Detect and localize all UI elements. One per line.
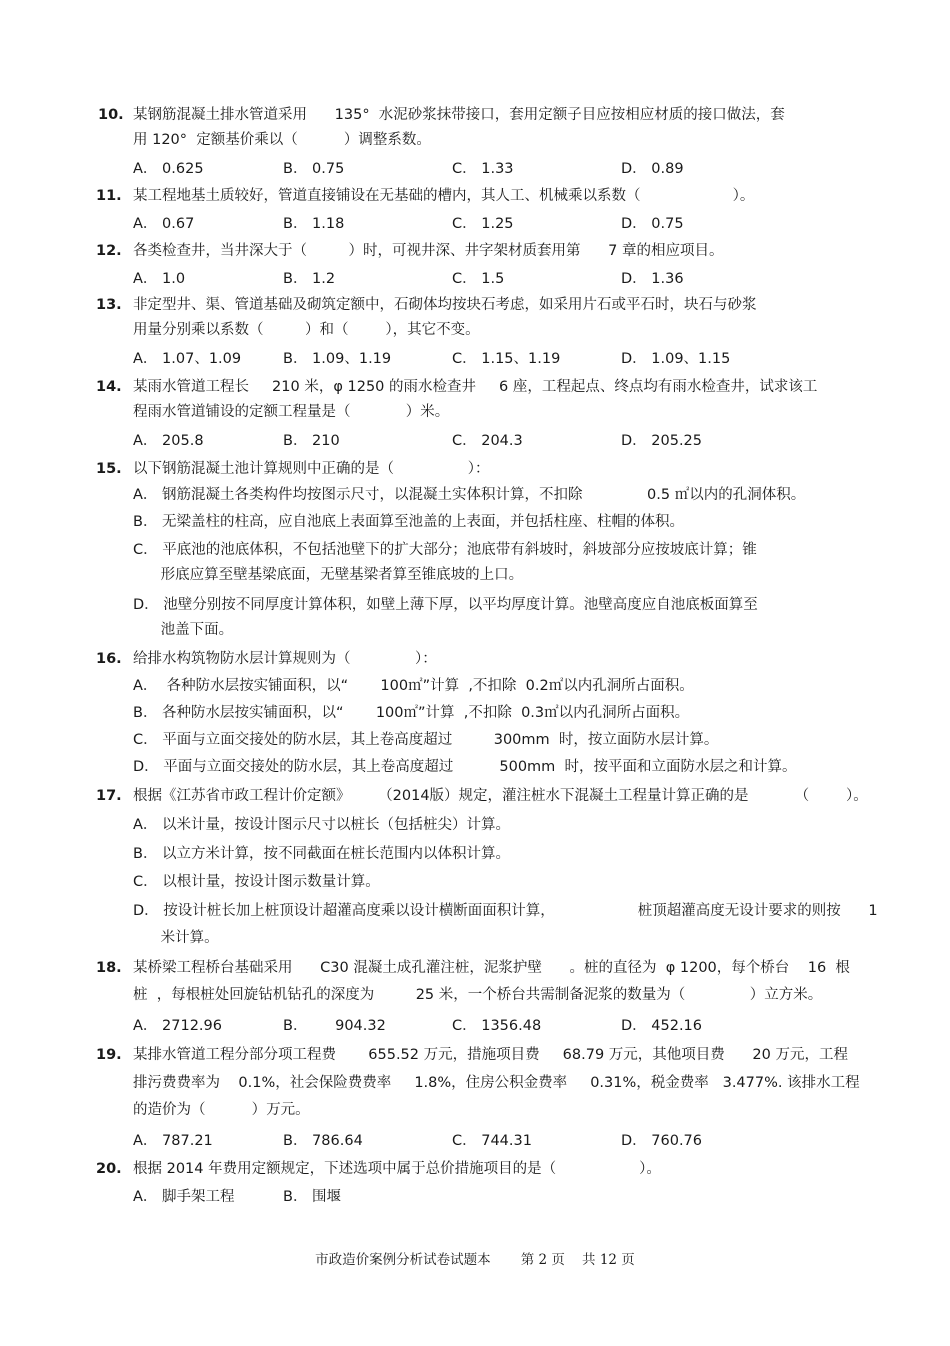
question-text: 某雨水管道工程长 210 米，φ 1250 的雨水检查井 6 座，工程起点、终点均有雨水检查井，试求该工 <box>133 379 818 395</box>
question-number: 14. <box>96 379 122 395</box>
answer-option: C． 1.15、1.19 <box>452 351 561 367</box>
question-text: 排污费费率为 0.1%，社会保险费费率 1.8%，住房公积金费率 0.31%，税金费率 3.477%. 该排水工程 <box>133 1075 860 1091</box>
answer-option: C． 1.33 <box>452 161 514 177</box>
question-number: 19. <box>96 1047 122 1063</box>
answer-option: C． 平面与立面交接处的防水层，其上卷高度超过 300mm 时，按立面防水层计算。 <box>133 732 719 748</box>
question-number: 13. <box>96 297 122 313</box>
question-text: 非定型井、渠、管道基础及砌筑定额中，石砌体均按块石考虑，如采用片石或平石时，块石与砂浆 <box>133 297 757 313</box>
question-text: 某钢筋混凝土排水管道采用 135° 水泥砂浆抹带接口，套用定额子目应按相应材质的接口做法，套 <box>133 107 785 123</box>
answer-option: B． 各种防水层按实铺面积，以“ 100㎡”计算 ,不扣除 0.3㎡以内孔洞所占面积。 <box>133 705 690 721</box>
question-text: 桩 ，每根桩处回旋钻机钻孔的深度为 25 米，一个桥台共需制备泥浆的数量为（ ）立方米。 <box>133 987 823 1003</box>
answer-option: B． 0.75 <box>283 161 345 177</box>
answer-option: A． 各种防水层按实铺面积，以“ 100㎡”计算 ,不扣除 0.2㎡以内孔洞所占面积。 <box>133 678 694 694</box>
question-text: 用量分别乘以系数（ ）和（ ），其它不变。 <box>133 322 480 338</box>
answer-option: A． 787.21 <box>133 1133 213 1149</box>
answer-option: B． 1.09、1.19 <box>283 351 392 367</box>
question-number: 15. <box>96 461 122 477</box>
question-text: 给排水构筑物防水层计算规则为（ ）： <box>133 651 437 667</box>
answer-option: C． 以根计量，按设计图示数量计算。 <box>133 874 380 890</box>
answer-option: A． 钢筋混凝土各类构件均按图示尺寸，以混凝土实体积计算，不扣除 0.5 ㎡以内的孔洞体积。 <box>133 487 806 503</box>
answer-option: D． 1.36 <box>621 271 684 287</box>
answer-option: B． 904.32 <box>283 1018 386 1034</box>
question-number: 17. <box>96 788 122 804</box>
answer-option: A． 1.0 <box>133 271 186 287</box>
answer-option: A． 0.67 <box>133 216 195 232</box>
answer-option: B． 786.64 <box>283 1133 363 1149</box>
question-number: 18. <box>96 960 122 976</box>
question-number: 10. <box>98 107 124 123</box>
answer-option: C． 1356.48 <box>452 1018 542 1034</box>
answer-option: B． 围堰 <box>283 1189 342 1205</box>
answer-option: D． 452.16 <box>621 1018 703 1034</box>
question-text: 以下钢筋混凝土池计算规则中正确的是（ ）： <box>133 461 490 477</box>
answer-option: C． 平底池的池底体积，不包括池壁下的扩大部分；池底带有斜坡时，斜坡部分应按坡底计算；锥 <box>133 542 757 558</box>
answer-option: A． 205.8 <box>133 433 204 449</box>
question-number: 16. <box>96 651 122 667</box>
question-text: 各类检查井，当井深大于（ ）时，可视井深、井字架材质套用第 7 章的相应项目。 <box>133 243 724 259</box>
answer-option: 池盖下面。 <box>133 622 234 638</box>
answer-option: 米计算。 <box>133 930 219 946</box>
question-text: 某工程地基土质较好，管道直接铺设在无基础的槽内，其人工、机械乘以系数（ ）。 <box>133 188 755 204</box>
question-text: 用 120° 定额基价乘以（ ）调整系数。 <box>133 132 431 148</box>
question-text: 根据 2014 年费用定额规定，下述选项中属于总价措施项目的是（ ）。 <box>133 1161 661 1177</box>
answer-option: A． 2712.96 <box>133 1018 222 1034</box>
answer-option: A． 1.07、1.09 <box>133 351 242 367</box>
page-footer: 市政造价案例分析试卷试题本 第 2 页 共 12 页 <box>315 1252 635 1268</box>
question-text: 某排水管道工程分部分项工程费 655.52 万元，措施项目费 68.79 万元，其他项目费 20 万元，工程 <box>133 1047 848 1063</box>
answer-option: D． 1.09、1.15 <box>621 351 731 367</box>
answer-option: 形底应算至壁基梁底面，无壁基梁者算至锥底坡的上口。 <box>133 567 524 583</box>
answer-option: A． 脚手架工程 <box>133 1189 235 1205</box>
answer-option: C． 204.3 <box>452 433 523 449</box>
answer-option: A． 以米计量，按设计图示尺寸以桩长（包括桩尖）计算。 <box>133 817 511 833</box>
answer-option: C． 1.25 <box>452 216 514 232</box>
answer-option: D． 按设计桩长加上桩顶设计超灌高度乘以设计横断面面积计算， 桩顶超灌高度无设计要求的则按 1 <box>133 903 878 919</box>
answer-option: D． 205.25 <box>621 433 703 449</box>
answer-option: B． 210 <box>283 433 340 449</box>
answer-option: B． 1.2 <box>283 271 336 287</box>
question-number: 20. <box>96 1161 122 1177</box>
answer-option: C． 1.5 <box>452 271 505 287</box>
answer-option: D． 760.76 <box>621 1133 703 1149</box>
answer-option: B． 1.18 <box>283 216 345 232</box>
answer-option: D． 0.75 <box>621 216 684 232</box>
answer-option: C． 744.31 <box>452 1133 532 1149</box>
question-text: 程雨水管道铺设的定额工程量是（ ）米。 <box>133 404 450 420</box>
answer-option: D． 平面与立面交接处的防水层，其上卷高度超过 500mm 时，按平面和立面防水层之和计算。 <box>133 759 797 775</box>
question-text: 某桥梁工程桥台基础采用 C30 混凝土成孔灌注桩，泥浆护壁 。桩的直径为 φ 1200，每个桥台 16 根 <box>133 960 850 976</box>
question-text: 根据《江苏省市政工程计价定额》 （2014版）规定，灌注桩水下混凝土工程量计算正确的是 （ ）。 <box>133 788 868 804</box>
answer-option: B． 无梁盖柱的柱高，应自池底上表面算至池盖的上表面，并包括柱座、柱帽的体积。 <box>133 514 685 530</box>
answer-option: A． 0.625 <box>133 161 204 177</box>
question-number: 11. <box>96 188 122 204</box>
answer-option: D． 0.89 <box>621 161 684 177</box>
question-text: 的造价为（ ）万元。 <box>133 1102 310 1118</box>
answer-option: B． 以立方米计算，按不同截面在桩长范围内以体积计算。 <box>133 846 511 862</box>
answer-option: D． 池壁分别按不同厚度计算体积，如壁上薄下厚，以平均厚度计算。池壁高度应自池底板面算至 <box>133 597 758 613</box>
question-number: 12. <box>96 243 122 259</box>
